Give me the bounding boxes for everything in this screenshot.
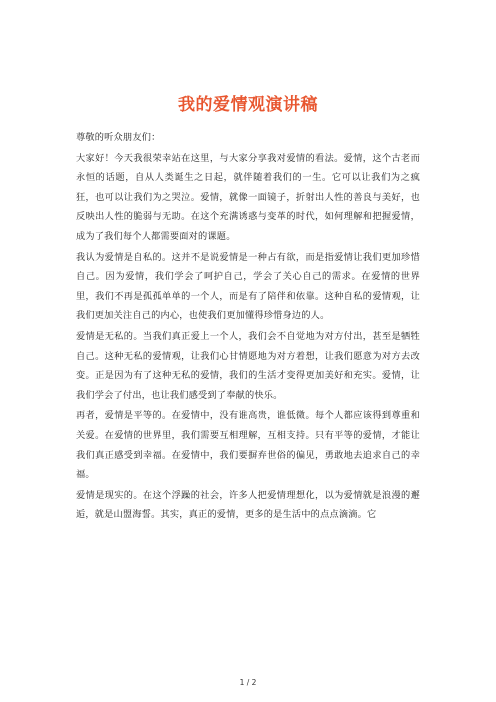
paragraph: 大家好！今天我很荣幸站在这里，与大家分享我对爱情的看法。爱情，这个古老而永恒的话题，自从人类诞生之日起，就伴随着我们的一生。它可以让我们为之疯狂，也可以让我们为之哭泣。爱情，就像一面镜子，折射出人性的善良与美好，也反映出人性的脆弱与无助。在这个充满诱惑与变革的时代，如何理解和把握爱情，成为了我们每个人都需要面对的课题。 — [76, 152, 420, 242]
document-body — [76, 128, 420, 525]
paragraph: 爱情是无私的。当我们真正爱上一个人，我们会不自觉地为对方付出，甚至是牺牲自己。这种无私的爱情观，让我们心甘情愿地为对方着想，让我们愿意为对方去改变。正是因为有了这种无私的爱情，我们的生活才变得更加美好和充实。爱情，让我们学会了付出，也让我们感受到了奉献的快乐。 — [76, 330, 420, 401]
page-number: 1 / 2 — [239, 678, 257, 687]
paragraph: 我认为爱情是自私的。这并不是说爱情是一种占有欲，而是指爱情让我们更加珍惜自己。因为爱情，我们学会了呵护自己，学会了关心自己的需求。在爱情的世界里，我们不再是孤孤单单的一个人，而是有了陪伴和依靠。这种自私的爱情观，让我们更加关注自己的内心，也使我们更加懂得珍惜身边的人。 — [76, 251, 420, 322]
salutation: 尊敬的听众朋友们： — [76, 132, 161, 143]
paragraph: 再者，爱情是平等的。在爱情中，没有谁高贵，谁低微。每个人都应该得到尊重和关爱。在爱情的世界里，我们需要互相理解，互相支持。只有平等的爱情，才能让我们真正感受到幸福。在爱情中，我们要摒弃世俗的偏见，勇敢地去追求自己的幸福。 — [76, 410, 420, 481]
paragraph: 爱情是现实的。在这个浮躁的社会，许多人把爱情理想化，以为爱情就是浪漫的邂逅，就是山盟海誓。其实，真正的爱情，更多的是生活中的点点滴滴。它 — [76, 489, 420, 521]
document-title: 我的爱情观演讲稿 — [178, 95, 318, 115]
